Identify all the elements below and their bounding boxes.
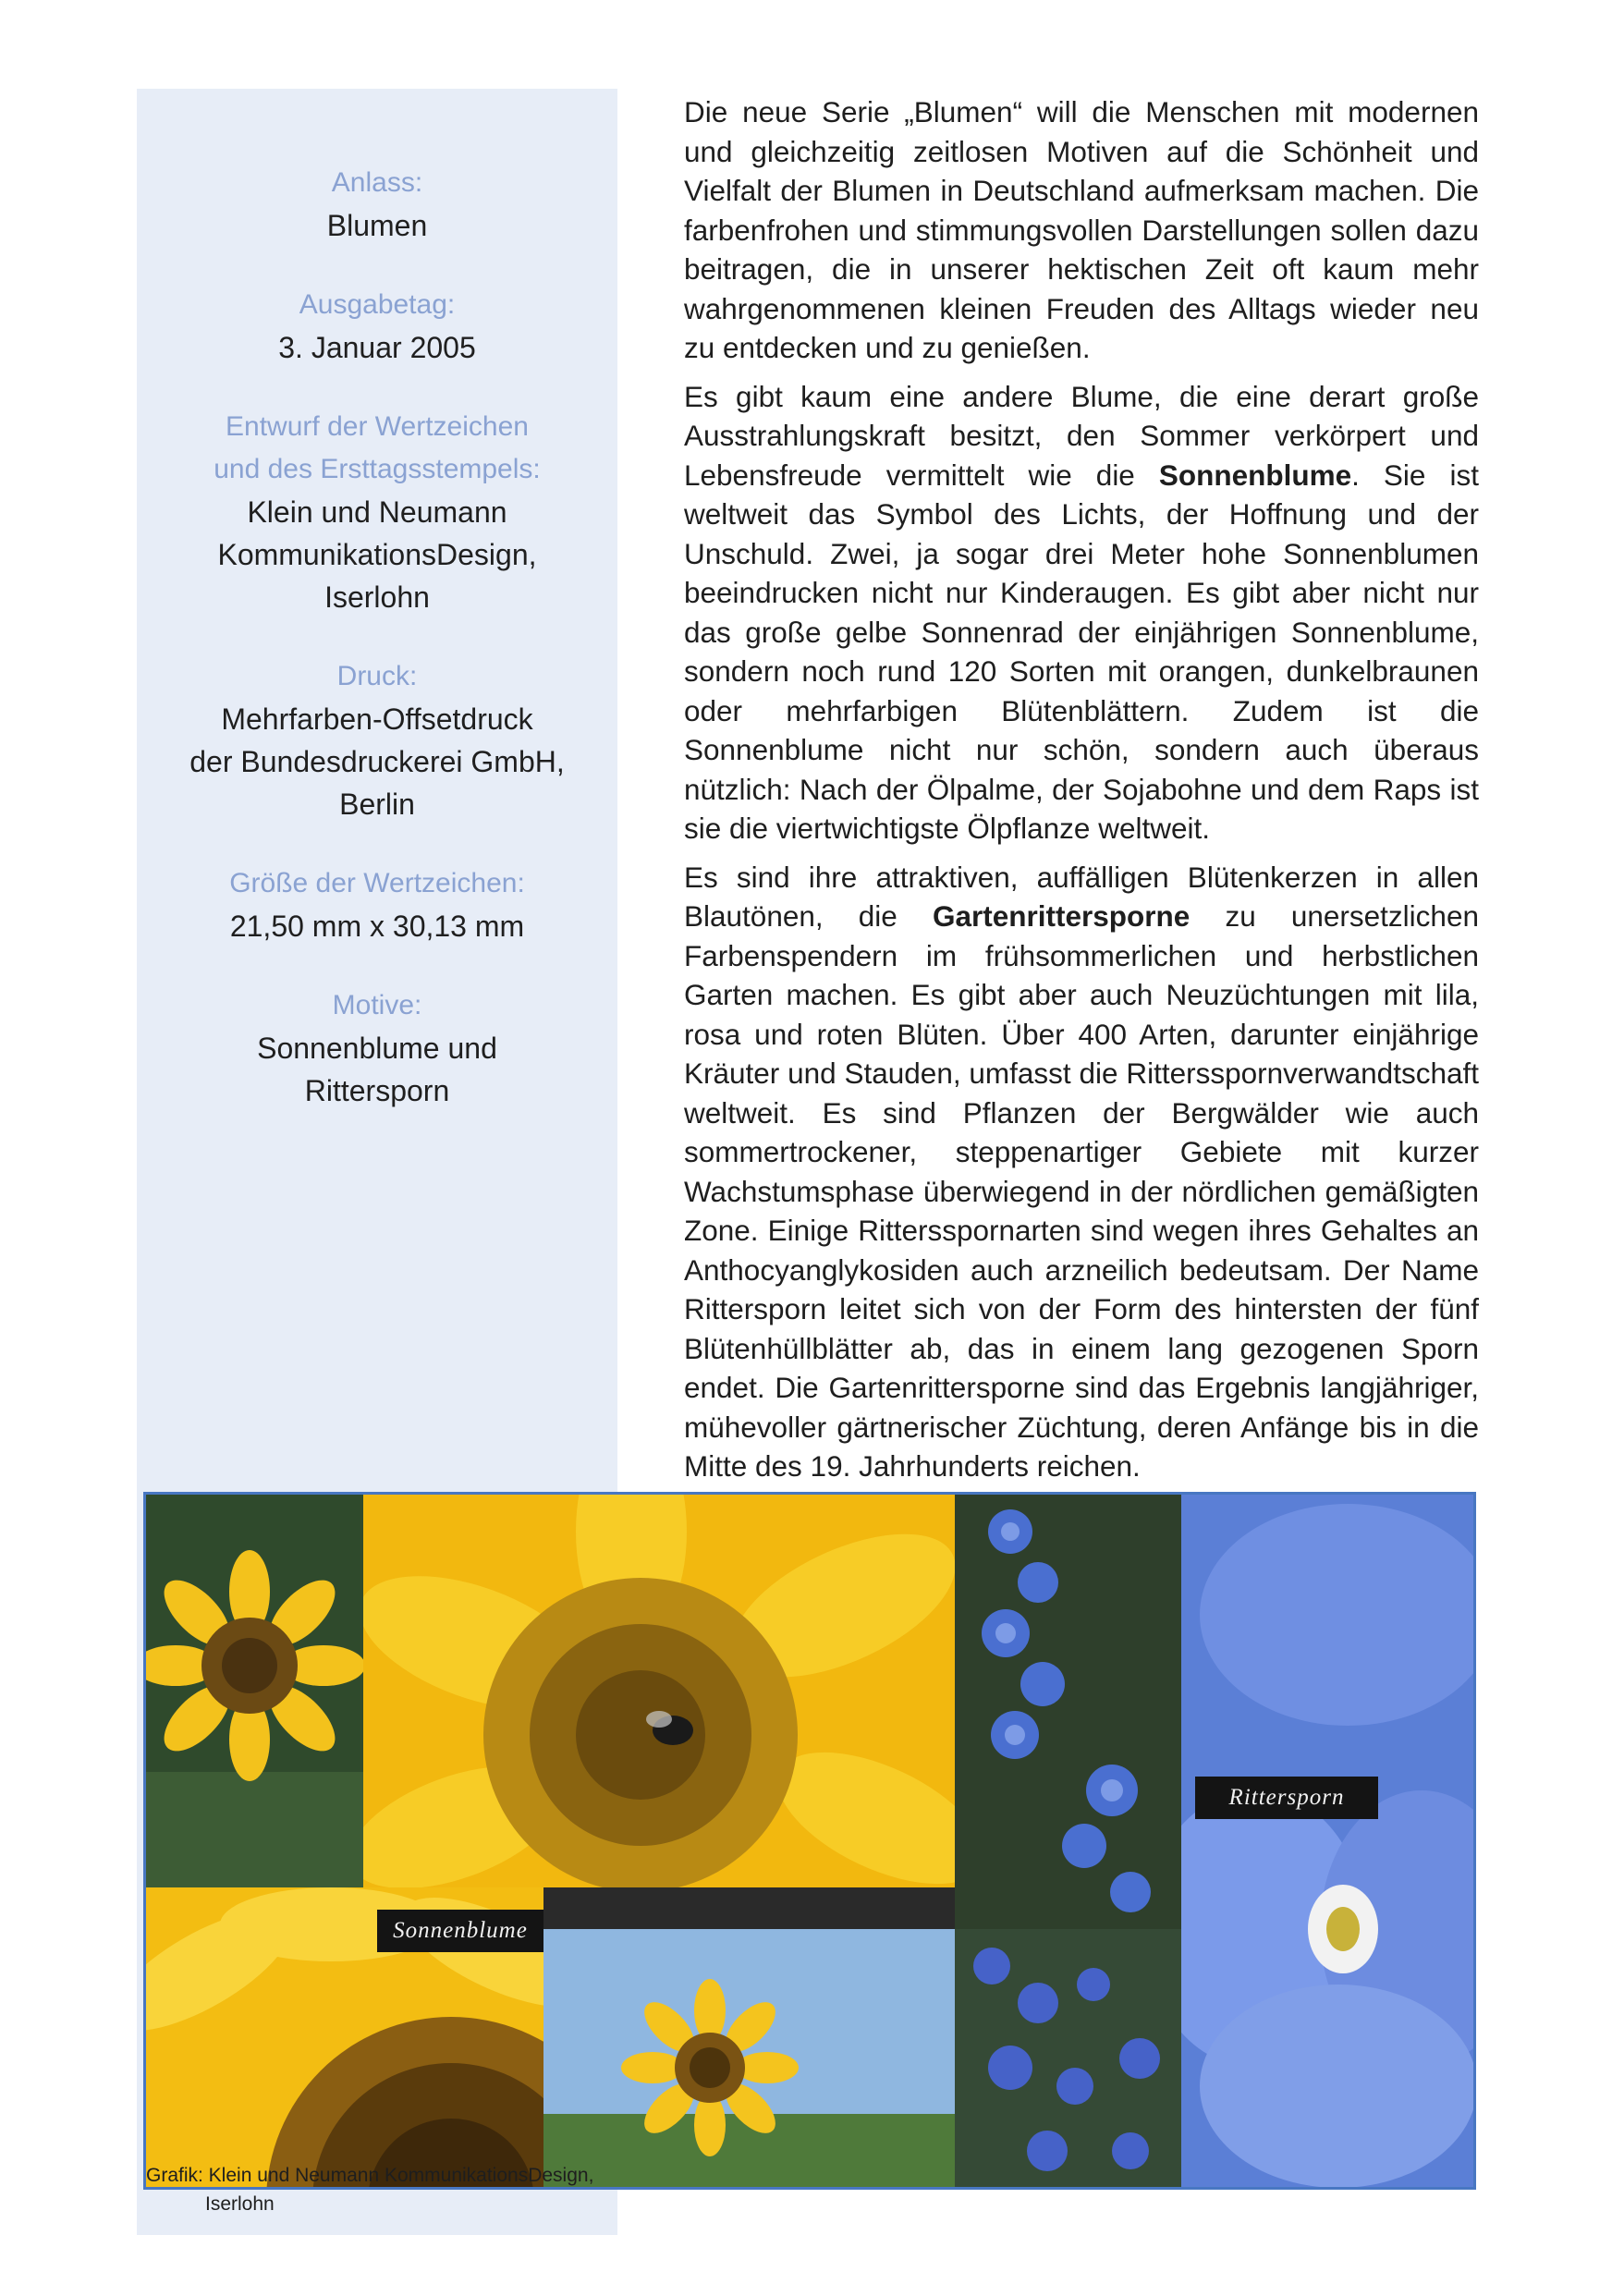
larkspur-photo-stalks [955, 1495, 1181, 1929]
info-label: Ausgabetag: [299, 289, 456, 320]
article-text [684, 92, 1479, 1496]
info-value: Rittersporn [304, 1074, 450, 1107]
larkspur-field-icon [955, 1929, 1181, 2190]
text-span: Es sind ihre attraktiven, auffälligen Blütenkerzen in allen Blautönen, die [684, 860, 1479, 933]
info-label: Motive: [332, 990, 422, 1020]
info-value: Klein und Neumann [247, 495, 507, 529]
info-print [137, 655, 617, 825]
info-design [137, 406, 617, 618]
info-label: Größe der Wertzeichen: [229, 868, 525, 898]
caption-larkspur: Rittersporn [1195, 1777, 1378, 1819]
info-issue-date [137, 284, 617, 369]
info-value: Sonnenblume und [257, 1032, 497, 1065]
info-value: Iserlohn [324, 580, 430, 614]
highlight-sunflower: Sonnenblume [1158, 458, 1352, 492]
info-value: Mehrfarben-Offsetdruck [221, 702, 533, 736]
sunflower-photo-sky [543, 1929, 955, 2190]
paragraph-larkspur [684, 858, 1479, 1486]
larkspur-closeup-icon [1181, 1495, 1476, 2190]
larkspur-photo-field [955, 1929, 1181, 2190]
credit-line: Iserlohn [205, 2193, 275, 2215]
info-stamp-size [137, 862, 617, 947]
graphic-credit [146, 2161, 608, 2218]
info-value: 21,50 mm x 30,13 mm [229, 910, 525, 943]
info-value: der Bundesdruckerei GmbH, [189, 745, 565, 778]
sunflower-icon [146, 1495, 363, 1887]
sunflower-sky-icon [543, 1929, 955, 2190]
info-value: Blumen [326, 209, 428, 242]
text-span: zu unersetzlichen Farbenspendern im frühsommerlichen und herbstlichen Garten machen. Es gibt aber auch Neuzüchtungen mit lila, rosa und roten Blüten. Über 400 Arten, darunter einjährige Kräuter und Stauden, umfasst die Rittersspornverwandtschaft weltweit. Es sind Pflanzen der Bergwälder wie auch sommertrockener, steppenartiger Gebiete mit kurzer Wachstumsphase überwiegend in der nördlichen gemäßigten Zone. Einige Rittersspornarten sind wegen ihres Gehaltes an Anthocyanglykosiden auch arzneilich bedeutsam. Der Name Rittersporn leitet sich von der Form des hintersten der fünf Blütenhüllblätter ab, das in einem lang gezogenen Sporn endet. Die Gartenrittersporne sind das Ergebnis langjähriger, mühevoller gärtnerischer Züchtung, deren Anfänge bis in die Mitte des 19. Jahrhunderts reichen. [684, 899, 1479, 1483]
paragraph-intro: Die neue Serie „Blumen“ will die Menschen mit modernen und gleichzeitig zeitlosen Motiven auf die Schönheit und Vielfalt der Blumen in Deutschland aufmerksam machen. Die farbenfrohen und stimmungsvollen Darstellungen sollen dazu beitragen, die in unserer hektischen Zeit oft kaum mehr wahrgenommenen kleinen Freuden des Alltags wieder neu zu entdecken und zu genießen. [684, 95, 1479, 364]
larkspur-photo-closeup [1181, 1495, 1476, 2190]
highlight-larkspur: Gartenrittersporne [932, 899, 1191, 933]
credit-line: Grafik: Klein und Neumann KommunikationsDesign, [146, 2165, 594, 2186]
info-label: Druck: [336, 661, 418, 691]
sunflower-photo-small [146, 1495, 363, 1887]
info-value: Berlin [339, 788, 415, 821]
paragraph-sunflower [684, 377, 1479, 849]
info-value: 3. Januar 2005 [278, 331, 476, 364]
flower-photo-collage [143, 1492, 1476, 2190]
info-label: Anlass: [331, 167, 423, 198]
info-occasion [137, 162, 617, 247]
sunflower-bee-icon [363, 1495, 955, 1887]
text-span: Es gibt kaum eine andere Blume, die eine derart große Ausstrahlungskraft besitzt, den Sommer verkörpert und Lebensfreude vermittelt wie die [684, 379, 1479, 492]
info-motifs [137, 984, 617, 1112]
text-span: . Sie ist weltweit das Symbol des Lichts, der Hoffnung und der Unschuld. Zwei, ja sogar drei Meter hohe Sonnenblumen beeindrucken nicht nur Kinderaugen. Es gibt aber nicht nur das große gelbe Sonnenrad der einjährigen Sonnenblume, sondern noch rund 120 Sorten mit orangen, dunkelbraunen oder mehrfarbigen Blütenblättern. Zudem ist die Sonnenblume nicht nur schön, sondern auch überaus nützlich: Nach der Ölpalme, der Sojabohne und dem Raps ist sie die viertwichtigste Ölpflanze weltweit. [684, 458, 1479, 845]
larkspur-icon [955, 1495, 1181, 1929]
info-value: KommunikationsDesign, [217, 538, 537, 571]
info-label: Entwurf der Wertzeichen und des Ersttagsstempels: [214, 411, 541, 484]
sunflower-photo-bee [363, 1495, 955, 1887]
caption-sunflower: Sonnenblume [377, 1910, 543, 1952]
stamp-info [137, 162, 617, 1149]
sunflower-photo-closeup [146, 1887, 543, 2190]
